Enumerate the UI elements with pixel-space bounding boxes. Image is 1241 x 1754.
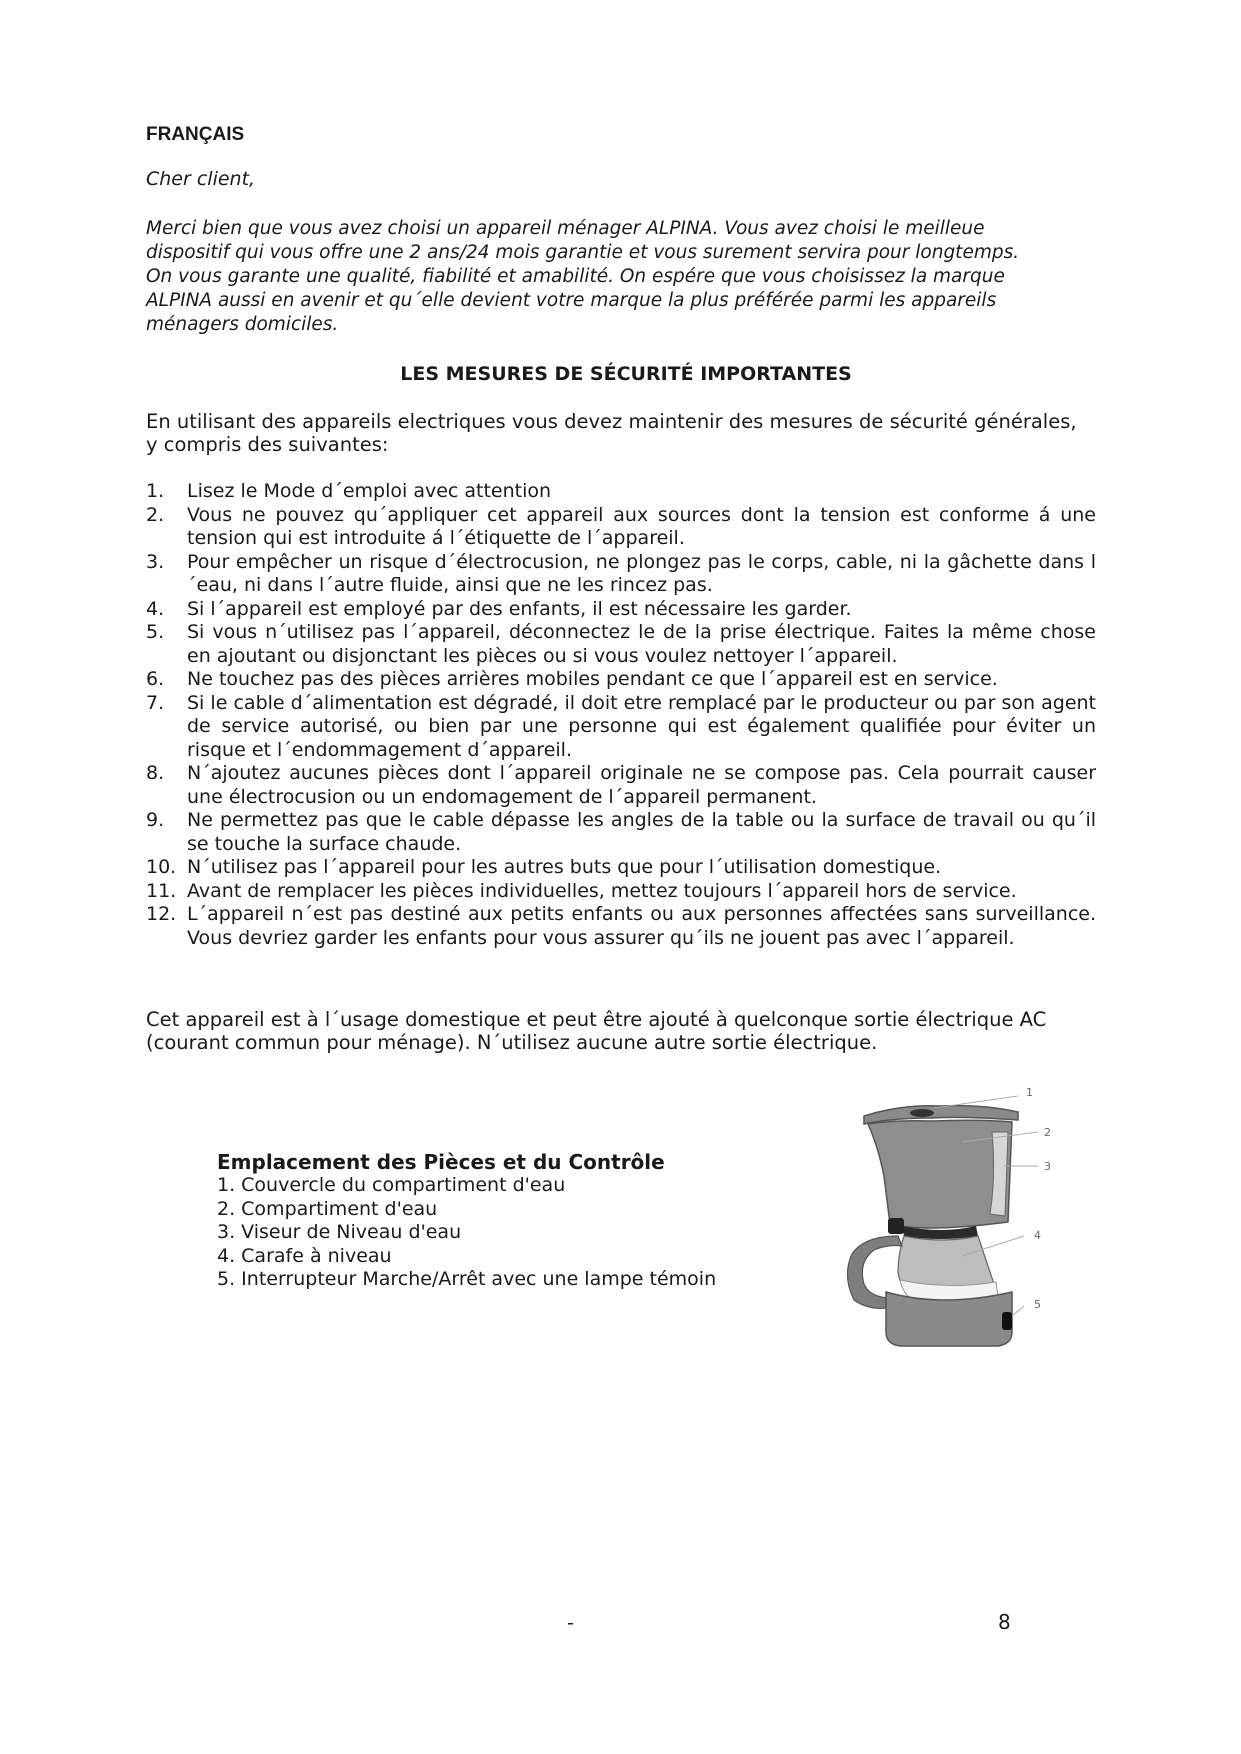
rule-text: N´ajoutez aucunes pièces dont l´appareil originale ne se compose pas. Cela pourrait causer une électrocusion ou un endomagement de l´appareil permanent. [187, 762, 1096, 808]
list-item: 2. Compartiment d'eau [217, 1197, 438, 1220]
rule-number: 10. [146, 856, 177, 878]
rule-number: 4. [146, 597, 165, 620]
list-item: 1. Couvercle du compartiment d'eau [217, 1174, 566, 1196]
list-item [146, 903, 1096, 950]
callout-2: 2 [1044, 1126, 1051, 1139]
callout-1: 1 [1026, 1086, 1033, 1099]
intro-line: On vous garante une qualité, fiabilité et amabilité. On espére que vous choisissez la marque [146, 266, 1005, 287]
list-item [146, 692, 1096, 763]
intro-line: ménagers domiciles. [146, 314, 339, 335]
list-item [146, 668, 1096, 692]
rule-text: Pour empêcher un risque d´électrocusion, ne plongez pas le corps, cable, ni la gâchette dans l´eau, ni dans l´autre fluide, ainsi que ne les rincez pas. [187, 550, 1096, 596]
list-item: 3. Viseur de Niveau d'eau [217, 1221, 462, 1243]
rule-number: 3. [146, 550, 165, 573]
callout-line [1012, 1306, 1024, 1316]
list-item [146, 504, 1096, 551]
rule-number: 7. [146, 691, 165, 714]
list-item: 4. Carafe à niveau [217, 1244, 392, 1267]
intro-line: Merci bien que vous avez choisi un appareil ménager ALPINA. Vous avez choisi le meilleue [146, 218, 985, 239]
rule-number: 9. [146, 809, 165, 831]
rule-text: Ne touchez pas des pièces arrières mobiles pendant ce que l´appareil est en service. [187, 668, 998, 690]
list-item [146, 598, 1096, 622]
coffee-maker-illustration [812, 1086, 1072, 1376]
closing-paragraph [146, 1008, 1096, 1054]
base-shape [886, 1292, 1012, 1346]
safety-lead [146, 410, 1096, 456]
intro-line: ALPINA aussi en avenir et qu´elle devient votre marque la plus préférée parmi les appareils [146, 290, 997, 311]
intro-line: dispositif qui vous offre une 2 ans/24 mois garantie et vous surement servira pour longtemps. [146, 242, 1020, 263]
callout-5: 5 [1034, 1298, 1041, 1311]
list-item [146, 551, 1096, 598]
lid-knob-shape [910, 1109, 934, 1117]
page-number: 8 [998, 1610, 1011, 1634]
rule-number: 5. [146, 621, 165, 643]
closing-line: Cet appareil est à l´usage domestique et peut être ajouté à quelconque sortie électrique AC [146, 1008, 1047, 1031]
rule-text: L´appareil n´est pas destiné aux petits enfants ou aux personnes affectées sans surveillance. Vous devriez garder les enfants pour vous assurer qu´ils ne jouent pas avec l´appareil. [187, 903, 1096, 949]
rule-text: Ne permettez pas que le cable dépasse les angles de la table ou la surface de travail ou qu´il se touche la surface chaude. [187, 809, 1096, 855]
greeting: Cher client, [146, 168, 256, 190]
list-item [146, 621, 1096, 668]
callout-3: 3 [1044, 1160, 1051, 1173]
list-item [146, 762, 1096, 809]
parts-section [217, 1150, 777, 1292]
safety-title: LES MESURES DE SÉCURITÉ IMPORTANTES [400, 363, 852, 385]
rule-text: Vous ne pouvez qu´appliquer cet appareil aux sources dont la tension est conforme á une tension qui est introduite á l´étiquette de l´appareil. [187, 503, 1096, 549]
rule-text: N´utilisez pas l´appareil pour les autres buts que pour l´utilisation domestique. [187, 856, 942, 878]
list-item [146, 809, 1096, 856]
footer-dash: - [567, 1612, 574, 1634]
rule-number: 2. [146, 503, 165, 526]
intro-paragraph [146, 217, 1106, 337]
rule-number: 8. [146, 762, 165, 784]
list-item [146, 856, 1096, 880]
list-item: 5. Interrupteur Marche/Arrêt avec une lampe témoin [217, 1268, 717, 1290]
rule-number: 1. [146, 480, 165, 502]
lead-line: y compris des suivantes: [146, 433, 389, 456]
lead-line: En utilisant des appareils electriques vous devez maintenir des mesures de sécurité générales, [146, 410, 1077, 433]
rule-text: Si l´appareil est employé par des enfants, il est nécessaire les garder. [187, 597, 852, 620]
safety-rules-list [146, 480, 1096, 950]
handle-grip-shape [888, 1218, 904, 1234]
rule-number: 12. [146, 903, 177, 925]
rule-text: Avant de remplacer les pièces individuelles, mettez toujours l´appareil hors de service. [187, 879, 1017, 902]
list-item [146, 480, 1096, 504]
parts-list [217, 1174, 777, 1292]
power-switch-shape [1002, 1312, 1012, 1330]
rule-text: Si le cable d´alimentation est dégradé, il doit etre remplacé par le producteur ou par son agent de service autorisé, ou bien par une personne qui est également qualifiée pour éviter un risque et l´endommagement d´appareil. [187, 691, 1096, 761]
parts-title: Emplacement des Pièces et du Contrôle [217, 1150, 665, 1174]
rule-text: Si vous n´utilisez pas l´appareil, déconnectez le de la prise électrique. Faites la même chose en ajoutant ou disjonctant les pièces ou si vous voulez nettoyer l´appareil. [187, 621, 1096, 667]
rule-text: Lisez le Mode d´emploi avec attention [187, 480, 552, 502]
rule-number: 11. [146, 879, 177, 902]
closing-line: (courant commun pour ménage). N´utilisez aucune autre sortie électrique. [146, 1031, 878, 1054]
list-item [146, 880, 1096, 904]
rule-number: 6. [146, 668, 165, 690]
callout-4: 4 [1034, 1229, 1041, 1242]
language-heading: FRANÇAIS [146, 124, 245, 145]
